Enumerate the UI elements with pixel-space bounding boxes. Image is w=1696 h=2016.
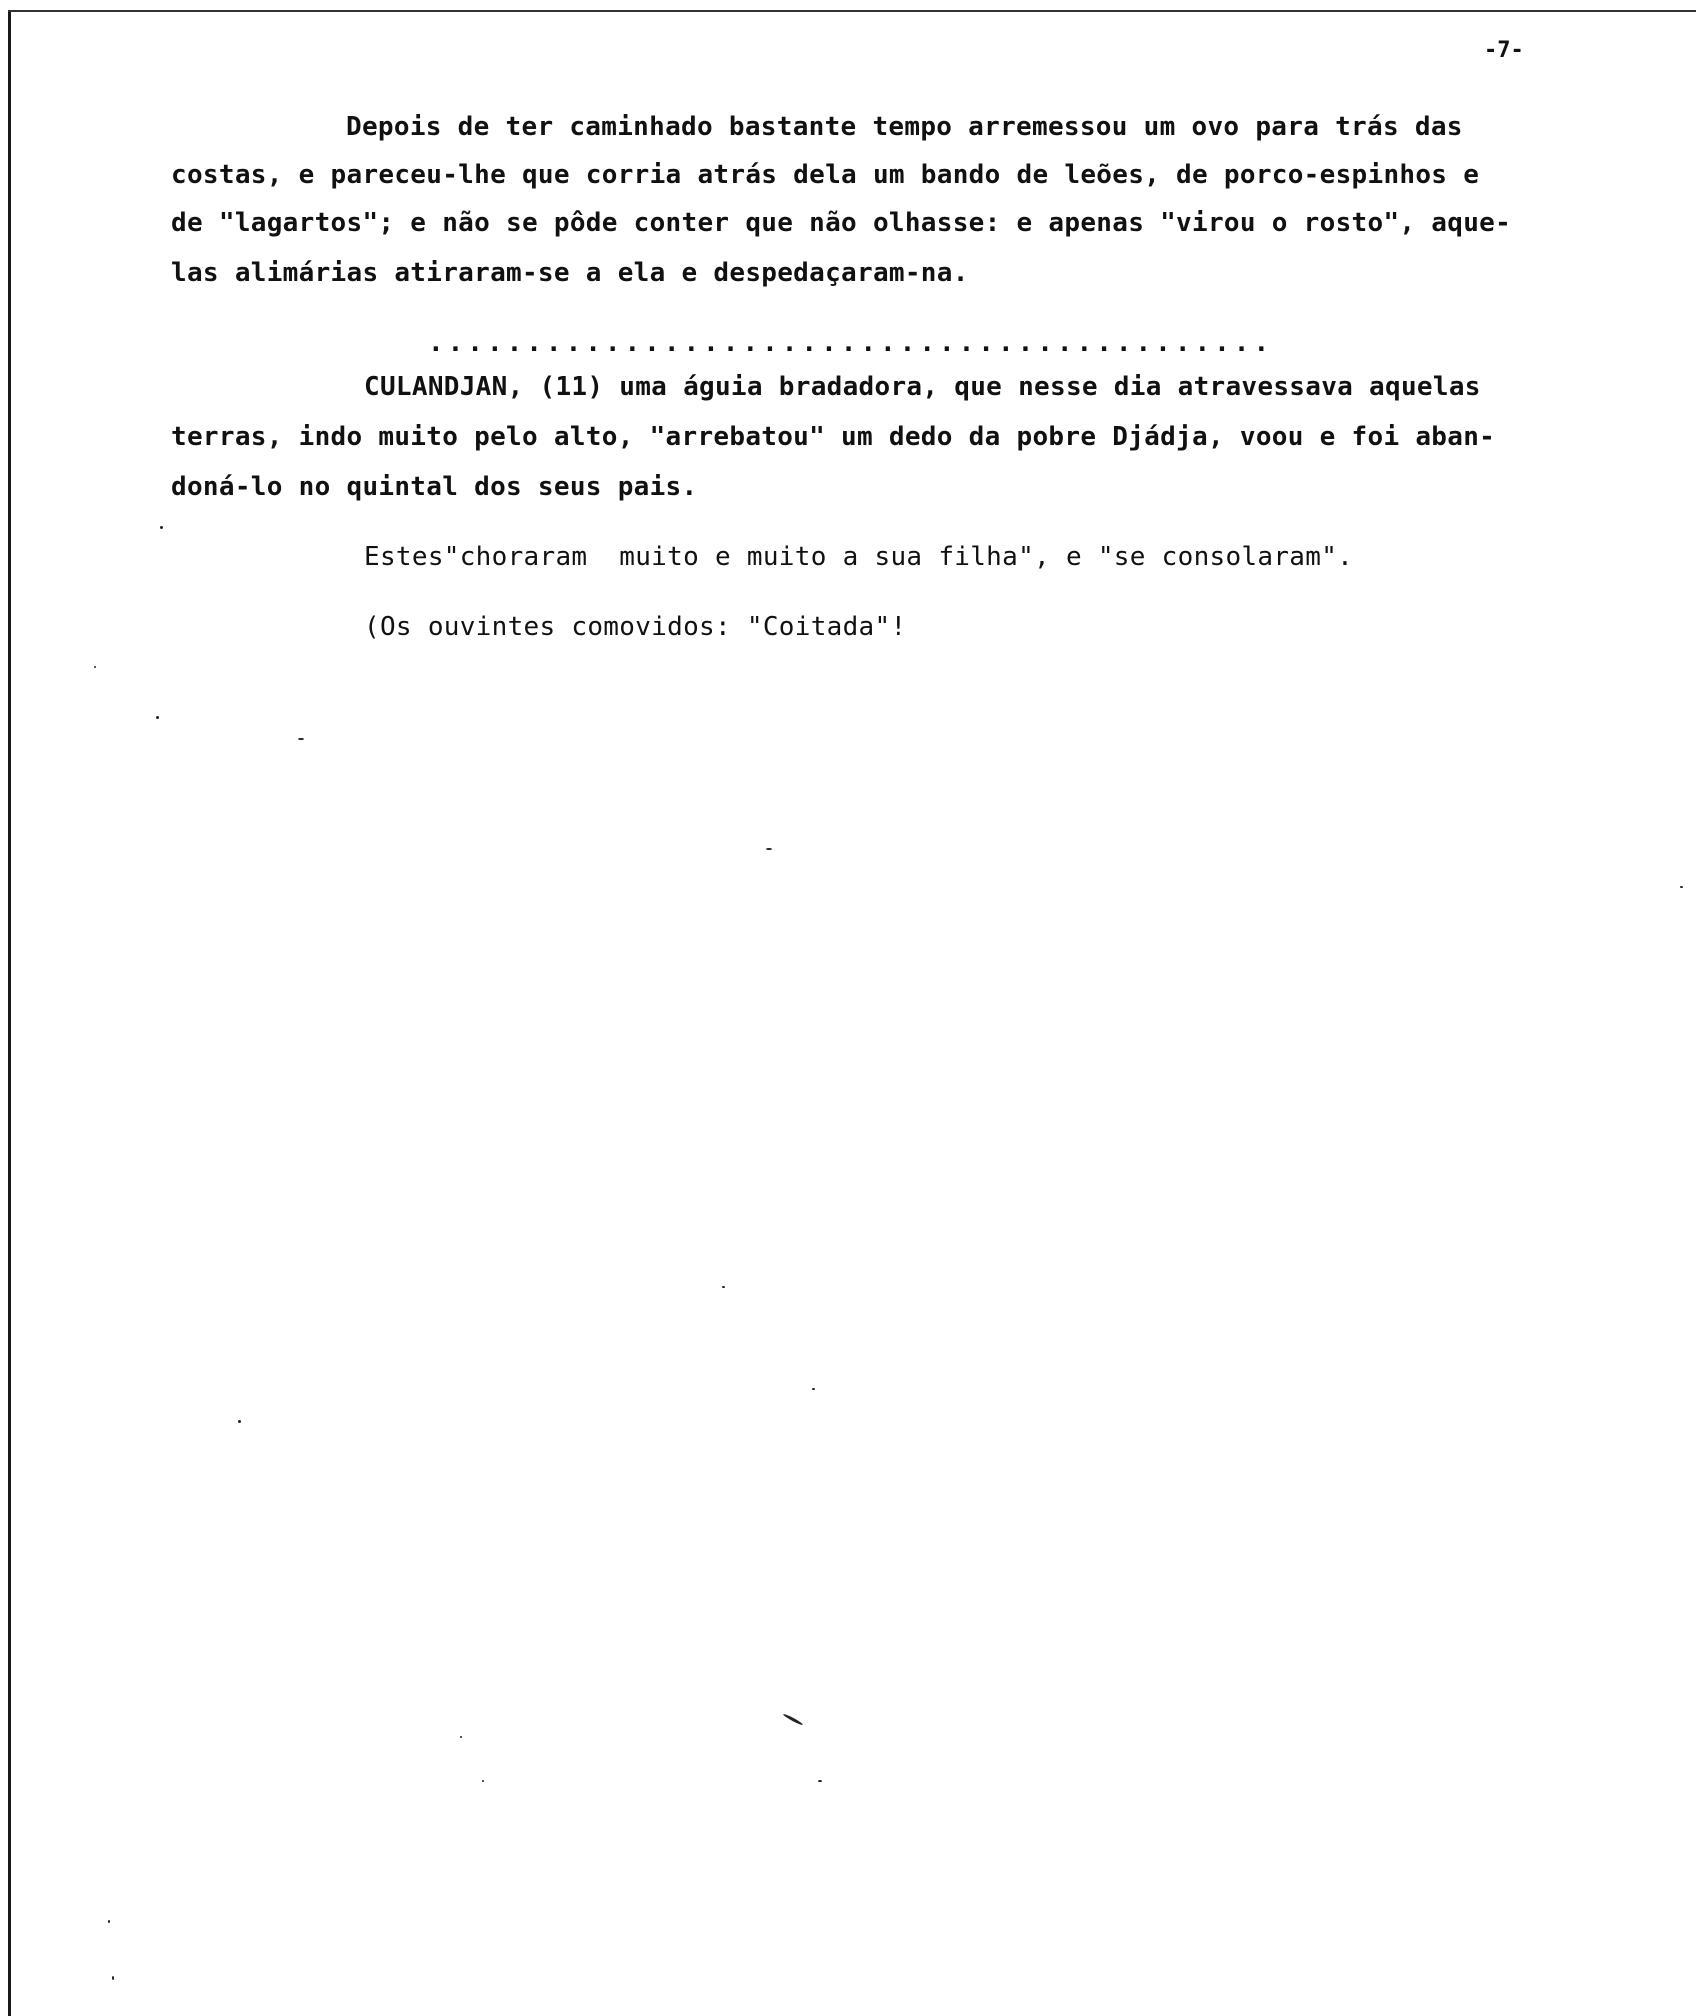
separator-dots: ...........................................	[428, 328, 1274, 358]
scan-speck	[108, 1920, 110, 1923]
paragraph-3-line-1: Estes"choraram muito e muito a sua filha", e "se consolaram".	[364, 542, 1354, 572]
paragraph-4-line-1: (Os ouvintes comovidos: "Coitada"!	[364, 612, 907, 642]
page-left-edge	[8, 12, 11, 2016]
scan-speck	[160, 526, 163, 529]
paragraph-1-line-3: de "lagartos"; e não se pôde conter que não olhasse: e apenas "virou o rosto", aque-	[171, 208, 1512, 238]
scan-speck	[1680, 886, 1683, 888]
scan-speck	[722, 1286, 725, 1288]
scan-speck	[482, 1780, 484, 1782]
paragraph-2-line-3: doná-lo no quintal dos seus pais.	[171, 472, 698, 502]
paragraph-2-line-2: terras, indo muito pelo alto, "arrebatou" um dedo da pobre Djádja, voou e foi aban-	[171, 422, 1496, 452]
paragraph-1-line-1: Depois de ter caminhado bastante tempo arremessou um ovo para trás das	[346, 112, 1463, 142]
scan-speck	[94, 666, 96, 668]
paragraph-2-line-1: CULANDJAN, (11) uma águia bradadora, que nesse dia atravessava aquelas	[364, 372, 1481, 402]
page-number: -7-	[1484, 38, 1524, 63]
scan-speck	[818, 1780, 822, 1782]
scan-speck	[238, 1420, 241, 1423]
scan-speck	[112, 1976, 114, 1980]
page-top-edge	[8, 10, 1696, 12]
scan-speck	[812, 1388, 815, 1390]
scan-speck	[156, 716, 159, 719]
paragraph-1-line-2: costas, e pareceu-lhe que corria atrás dela um bando de leões, de porco-espinhos e	[171, 160, 1480, 190]
scan-speck	[766, 848, 772, 850]
paragraph-1-line-4: las alimárias atiraram-se a ela e despedaçaram-na.	[171, 258, 969, 288]
scan-speck	[460, 1736, 462, 1738]
scan-speck	[783, 1713, 804, 1726]
scan-speck	[298, 738, 304, 740]
